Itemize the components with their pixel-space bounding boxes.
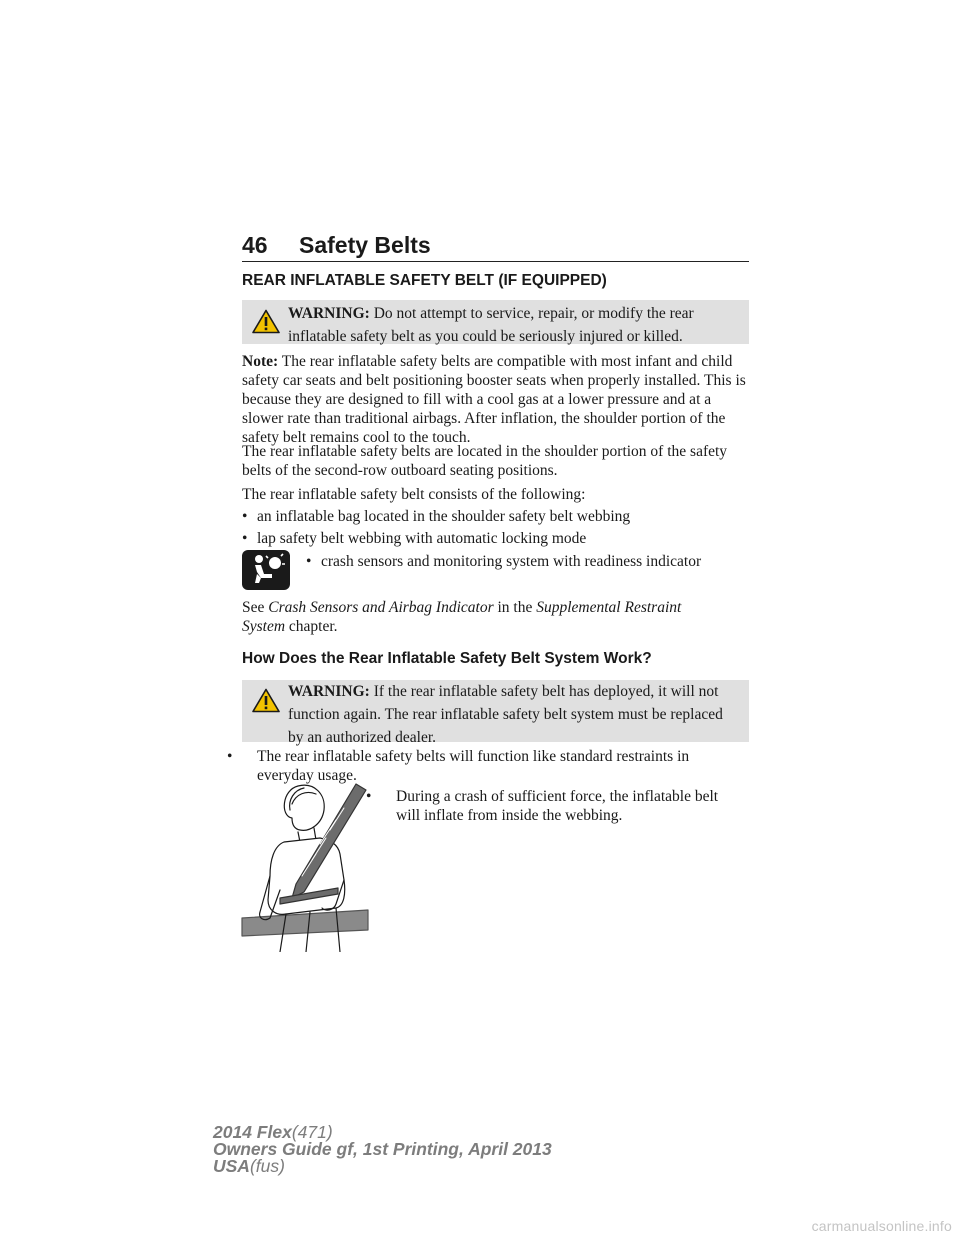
warning-triangle-icon: [252, 688, 280, 713]
list-item: [242, 507, 749, 526]
note-paragraph: [242, 352, 749, 447]
footer-line-2: Owners Guide gf, 1st Printing, April 2013: [213, 1139, 552, 1159]
warning-label: WARNING:: [288, 305, 370, 322]
list-item-text: During a crash of sufficient force, the inflatable belt will inflate from inside the webbing.: [396, 788, 719, 824]
footer-info: [213, 1124, 733, 1175]
section-heading-rear-inflatable: REAR INFLATABLE SAFETY BELT (IF EQUIPPED): [242, 272, 607, 289]
crash-sensors-reference-link[interactable]: Crash Sensors and Airbag Indicator: [268, 599, 494, 616]
list-item-text: The rear inflatable safety belts will function like standard restraints in everyday usage.: [257, 748, 690, 784]
warning-text: [288, 302, 739, 348]
bullet-mark: •: [306, 553, 312, 570]
footer-line-3: USA(fus): [213, 1156, 285, 1176]
child-with-inflatable-belt-illustration: [240, 780, 370, 952]
bullet-mark: •: [242, 508, 248, 525]
section-heading-how-it-works: How Does the Rear Inflatable Safety Belt System Work?: [242, 650, 652, 667]
watermark: carmanualsonline.info: [811, 1218, 952, 1234]
warning-body: If the rear inflatable safety belt has deployed, it will not function again. The rear inflatable safety belt system must be replaced by an authorized dealer.: [288, 683, 723, 746]
bullet-mark: •: [366, 788, 372, 805]
note-text: The rear inflatable safety belts are compatible with most infant and child safety car seats and belt positioning booster seats when properly installed. This is because they are designed to fill with a cool gas at a lower pressure and at a slower rate than traditional airbags. After inflation, the shoulder portion of the safety belt remains cool to the touch.: [242, 353, 746, 446]
note-label: Note:: [242, 353, 279, 370]
chapter-title: Safety Belts: [299, 232, 431, 258]
header-divider: [242, 261, 749, 262]
bullet-mark: •: [227, 748, 233, 765]
see-word: See: [242, 599, 265, 616]
warning-label: WARNING:: [288, 683, 370, 700]
warning-triangle-icon: [252, 309, 280, 334]
warning-box: [242, 300, 749, 344]
location-paragraph: The rear inflatable safety belts are located in the shoulder portion of the safety belts of the second-row outboard seating positions.: [242, 443, 728, 479]
consists-paragraph: The rear inflatable safety belt consists of the following:: [242, 486, 586, 503]
supplemental-restraint-system-link[interactable]: Supplemental Restraint System: [242, 599, 682, 635]
page-number: 46: [242, 232, 268, 258]
airbag-readiness-icon: [242, 550, 290, 590]
list-item: [242, 529, 749, 548]
warning-body: Do not attempt to service, repair, or modify the rear inflatable safety belt as you could be seriously injured or killed.: [288, 305, 694, 345]
list-item: [306, 552, 749, 571]
bullet-mark: •: [242, 530, 248, 547]
list-item-text: lap safety belt webbing with automatic locking mode: [257, 530, 587, 547]
in-the-text: in the: [497, 599, 533, 616]
list-item: [366, 787, 736, 825]
list-item-text: an inflatable bag located in the shoulder safety belt webbing: [257, 508, 631, 525]
footer-line-1: 2014 Flex(471): [213, 1122, 333, 1142]
warning-text: [288, 680, 739, 749]
list-item-text: crash sensors and monitoring system with readiness indicator: [321, 553, 702, 570]
see-reference: [242, 598, 712, 636]
warning-box: [242, 680, 749, 746]
chapter-word: chapter.: [288, 618, 338, 635]
